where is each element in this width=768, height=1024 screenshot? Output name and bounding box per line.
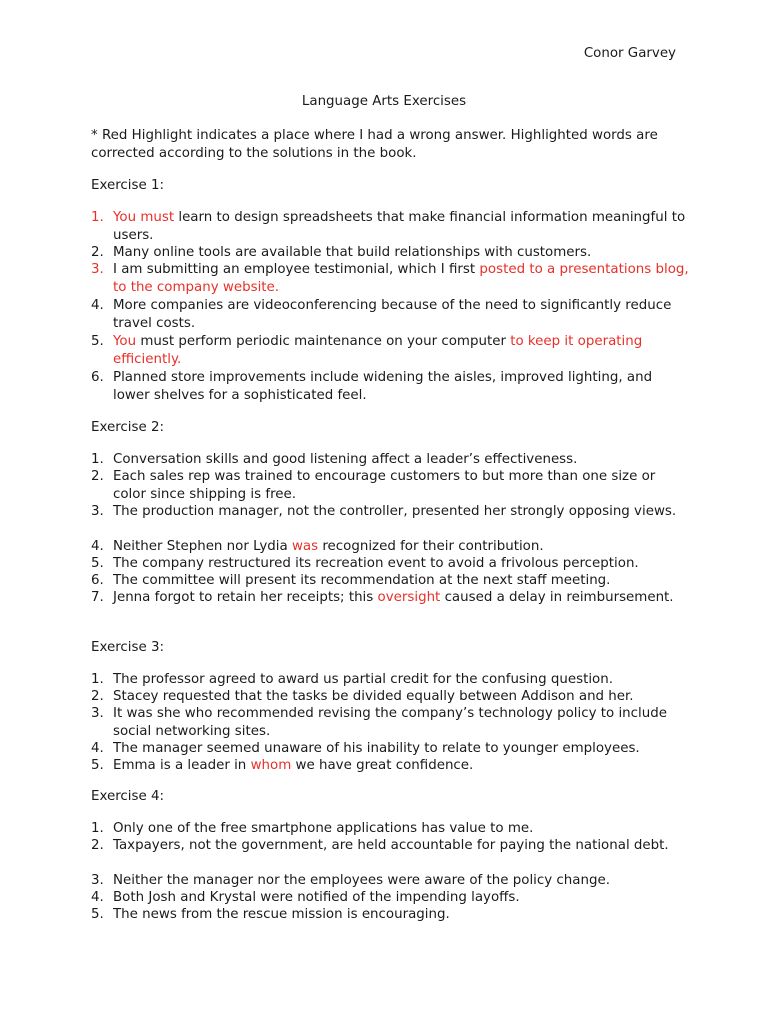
item-text: learn to design spreadsheets that make financial information meaningful to users. (113, 210, 686, 243)
list-item (91, 209, 691, 244)
item-number: 3. (91, 706, 104, 721)
corrected-text: to keep it operating efficiently. (113, 334, 643, 367)
list-item (91, 451, 691, 468)
item-text: Stacey requested that the tasks be divided equally between Addison and her. (113, 689, 634, 704)
item-text: The professor agreed to award us partial credit for the confusing question. (113, 672, 613, 687)
corrected-text: You must (113, 210, 175, 225)
list-item (91, 589, 691, 624)
list-item (91, 688, 691, 705)
list-item (91, 369, 691, 404)
item-number: 1. (91, 452, 104, 467)
page-title: Language Arts Exercises (301, 94, 467, 109)
item-number: 7. (91, 590, 104, 605)
item-text: Each sales rep was trained to encourage customers to but more than one size or color since shipping is free. (113, 469, 656, 502)
item-number: 6. (91, 370, 104, 385)
list-item (91, 244, 691, 261)
corrected-text: oversight (377, 590, 441, 605)
list-item (91, 740, 691, 757)
list-item (91, 705, 691, 740)
list-item (91, 261, 691, 297)
item-number: 4. (91, 890, 104, 905)
list-item (91, 906, 691, 923)
list-item (91, 333, 691, 369)
exercise-2-heading: Exercise 2: (91, 420, 165, 435)
item-number: 4. (91, 298, 104, 313)
list-item (91, 671, 691, 688)
item-text: Neither the manager nor the employees were aware of the policy change. (113, 873, 610, 888)
item-text: More companies are videoconferencing because of the need to significantly reduce travel costs. (113, 298, 672, 331)
item-number: 5. (91, 907, 104, 922)
item-text: The news from the rescue mission is encouraging. (113, 907, 450, 922)
item-text: Both Josh and Krystal were notified of the impending layoffs. (113, 890, 520, 905)
list-item (91, 503, 691, 538)
item-number: 5. (91, 556, 104, 571)
list-item (91, 872, 691, 889)
list-item (91, 820, 691, 837)
item-number: 3. (91, 262, 104, 277)
item-text: It was she who recommended revising the company’s technology policy to include social networking sites. (113, 706, 667, 739)
list-item (91, 837, 691, 872)
item-text: The company restructured its recreation event to avoid a frivolous perception. (113, 556, 639, 571)
item-number: 1. (91, 672, 104, 687)
item-number: 3. (91, 873, 104, 888)
list-item (91, 889, 691, 906)
item-number: 4. (91, 539, 104, 554)
item-text: Only one of the free smartphone applications has value to me. (113, 821, 534, 836)
item-text: Planned store improvements include widening the aisles, improved lighting, and lower shelves for a sophisticated feel. (113, 370, 653, 403)
corrected-text: posted to a presentations blog, to the company website. (113, 262, 689, 295)
author-name: Conor Garvey (583, 46, 676, 61)
list-item (91, 555, 691, 572)
item-text: must perform periodic maintenance on your computer (136, 334, 511, 349)
exercise-3-heading: Exercise 3: (91, 640, 165, 655)
item-text: Neither Stephen nor Lydia (113, 539, 292, 554)
list-item (91, 572, 691, 589)
item-text: The committee will present its recommendation at the next staff meeting. (113, 573, 611, 588)
corrected-text: was (291, 539, 319, 554)
exercise-3-list (91, 671, 691, 774)
item-text: Jenna forgot to retain her receipts; this (113, 590, 378, 605)
item-text: Emma is a leader in (113, 758, 251, 773)
corrected-text: whom (250, 758, 292, 773)
item-text: we have great confidence. (291, 758, 474, 773)
list-item (91, 297, 691, 333)
item-number: 2. (91, 469, 104, 484)
item-number: 2. (91, 689, 104, 704)
highlight-note: * Red Highlight indicates a place where I had a wrong answer. Highlighted words are corrected according to the solutions in the book. (91, 128, 658, 161)
exercise-2-list (91, 451, 691, 624)
item-number: 6. (91, 573, 104, 588)
list-item (91, 468, 691, 503)
item-number: 4. (91, 741, 104, 756)
item-number: 5. (91, 758, 104, 773)
item-number: 1. (91, 821, 104, 836)
item-text: caused a delay in reimbursement. (440, 590, 674, 605)
item-number: 5. (91, 334, 104, 349)
exercise-1-list (91, 209, 691, 404)
exercise-4-list (91, 820, 691, 923)
item-text: Many online tools are available that build relationships with customers. (113, 245, 592, 260)
item-number: 2. (91, 838, 104, 853)
item-text: I am submitting an employee testimonial, which I first (113, 262, 480, 277)
item-text: The manager seemed unaware of his inability to relate to younger employees. (113, 741, 640, 756)
list-item (91, 538, 691, 555)
item-text: recognized for their contribution. (318, 539, 544, 554)
item-number: 1. (91, 210, 104, 225)
list-item (91, 757, 691, 774)
exercise-1-heading: Exercise 1: (91, 178, 165, 193)
corrected-text: You (113, 334, 137, 349)
item-text: Taxpayers, not the government, are held accountable for paying the national debt. (113, 838, 669, 853)
item-number: 2. (91, 245, 104, 260)
exercise-4-heading: Exercise 4: (91, 789, 165, 804)
item-text: The production manager, not the controller, presented her strongly opposing views. (113, 504, 677, 519)
item-text: Conversation skills and good listening affect a leader’s effectiveness. (113, 452, 578, 467)
item-number: 3. (91, 504, 104, 519)
